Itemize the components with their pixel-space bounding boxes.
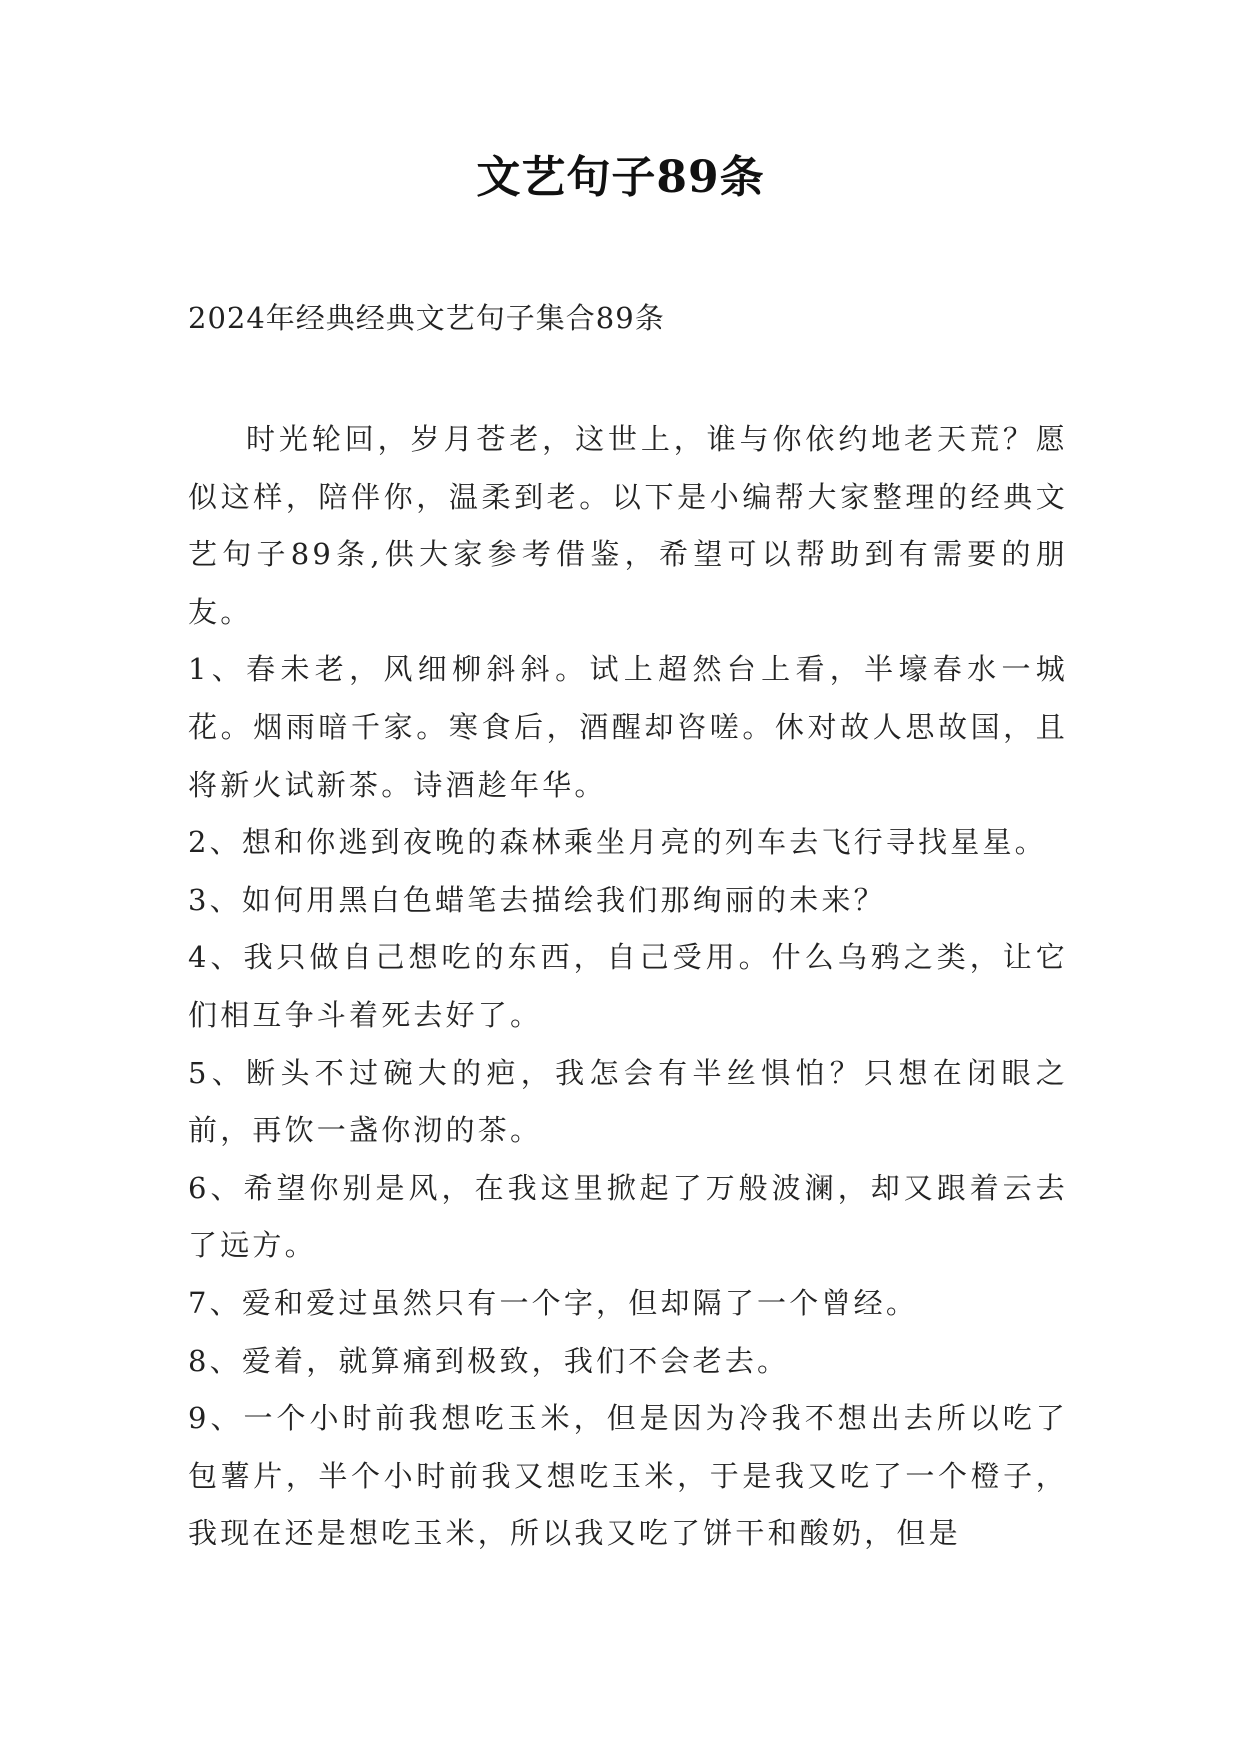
list-item: 9、一个小时前我想吃玉米，但是因为冷我不想出去所以吃了包薯片，半个小时前我又想吃玉米，于是我又吃了一个橙子，我现在还是想吃玉米，所以我又吃了饼干和酸奶，但是 xyxy=(188,1401,1068,1551)
document-subtitle: 2024年经典经典文艺句子集合89条 xyxy=(188,301,665,335)
list-item: 3、如何用黑白色蜡笔去描绘我们那绚丽的未来？ xyxy=(188,882,886,917)
list-item: 4、我只做自己想吃的东西，自己受用。什么乌鸦之类，让它们相互争斗着死去好了。 xyxy=(188,940,1068,1032)
document-title: 文艺句子89条 xyxy=(476,152,765,203)
list-item: 5、断头不过碗大的疤，我怎会有半丝惧怕？只想在闭眼之前，再饮一盏你沏的茶。 xyxy=(188,1055,1068,1148)
list-item: 7、爱和爱过虽然只有一个字，但却隔了一个曾经。 xyxy=(188,1285,919,1320)
intro-paragraph: 时光轮回，岁月苍老，这世上，谁与你依约地老天荒？愿似这样，陪伴你，温柔到老。以下是小编帮大家整理的经典文艺句子89条,供大家参考借鉴，希望可以帮助到有需要的朋友。 xyxy=(188,422,1068,629)
list-item: 1、春未老，风细柳斜斜。试上超然台上看，半壕春水一城花。烟雨暗千家。寒食后，酒醒却咨嗟。休对故人思故国，且将新火试新茶。诗酒趁年华。 xyxy=(188,652,1068,802)
list-item: 8、爱着，就算痛到极致，我们不会老去。 xyxy=(188,1343,790,1378)
document-body xyxy=(188,411,1068,1563)
list-item: 6、希望你别是风，在我这里掀起了万般波澜，却又跟着云去了远方。 xyxy=(188,1170,1068,1263)
list-item: 2、想和你逃到夜晚的森林乘坐月亮的列车去飞行寻找星星。 xyxy=(188,825,1047,860)
